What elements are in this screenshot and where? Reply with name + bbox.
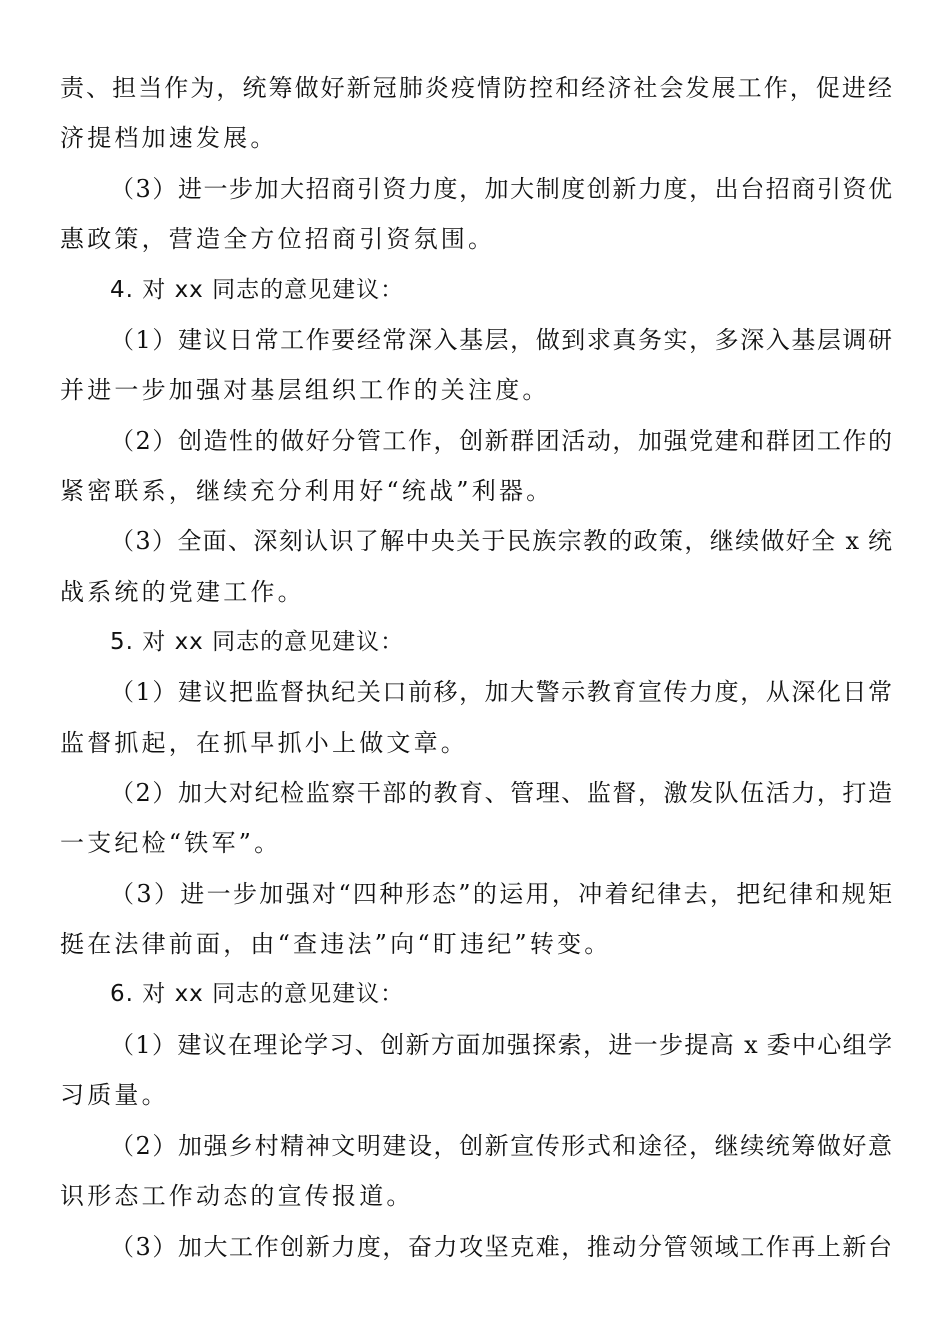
- paragraph-line: 责、担当作为，统筹做好新冠肺炎疫情防控和经济社会发展工作，促进经: [60, 74, 892, 102]
- section-heading-6: 6. 对 xx 同志的意见建议：: [110, 981, 405, 1007]
- paragraph-line: 习质量。: [60, 1081, 169, 1109]
- paragraph-line: （1）建议日常工作要经常深入基层，做到求真务实，多深入基层调研: [110, 326, 892, 354]
- paragraph-line: （3）进一步加大招商引资力度，加大制度创新力度，出台招商引资优: [110, 175, 892, 203]
- paragraph-line: （2）创造性的做好分管工作，创新群团活动，加强党建和群团工作的: [110, 427, 892, 455]
- paragraph-line: （3）全面、深刻认识了解中央关于民族宗教的政策，继续做好全 x 统: [110, 527, 892, 555]
- section-heading-5: 5. 对 xx 同志的意见建议：: [110, 629, 405, 655]
- paragraph-line: 济提档加速发展。: [60, 124, 278, 152]
- paragraph-line: （1）建议把监督执纪关口前移，加大警示教育宣传力度，从深化日常: [110, 678, 892, 706]
- paragraph-line: （2）加大对纪检监察干部的教育、管理、监督，激发队伍活力，打造: [110, 779, 892, 807]
- paragraph-line: （2）加强乡村精神文明建设，创新宣传形式和途径，继续统筹做好意: [110, 1132, 892, 1160]
- paragraph-line: 惠政策，营造全方位招商引资氛围。: [60, 225, 496, 253]
- paragraph-line: 紧密联系，继续充分利用好“统战”利器。: [60, 477, 554, 505]
- paragraph-line: （1）建议在理论学习、创新方面加强探索，进一步提高 x 委中心组学: [110, 1031, 892, 1059]
- paragraph-line: （3）加大工作创新力度，奋力攻坚克难，推动分管领域工作再上新台: [110, 1233, 892, 1261]
- paragraph-line: （3）进一步加强对“四种形态”的运用，冲着纪律去，把纪律和规矩: [110, 880, 892, 908]
- paragraph-line: 战系统的党建工作。: [60, 578, 305, 606]
- paragraph-line: 识形态工作动态的宣传报道。: [60, 1182, 414, 1210]
- section-heading-4: 4. 对 xx 同志的意见建议：: [110, 277, 405, 303]
- paragraph-line: 一支纪检“铁军”。: [60, 829, 282, 857]
- paragraph-line: 并进一步加强对基层组织工作的关注度。: [60, 376, 550, 404]
- paragraph-line: 监督抓起，在抓早抓小上做文章。: [60, 729, 468, 757]
- paragraph-line: 挺在法律前面，由“查违法”向“盯违纪”转变。: [60, 930, 612, 958]
